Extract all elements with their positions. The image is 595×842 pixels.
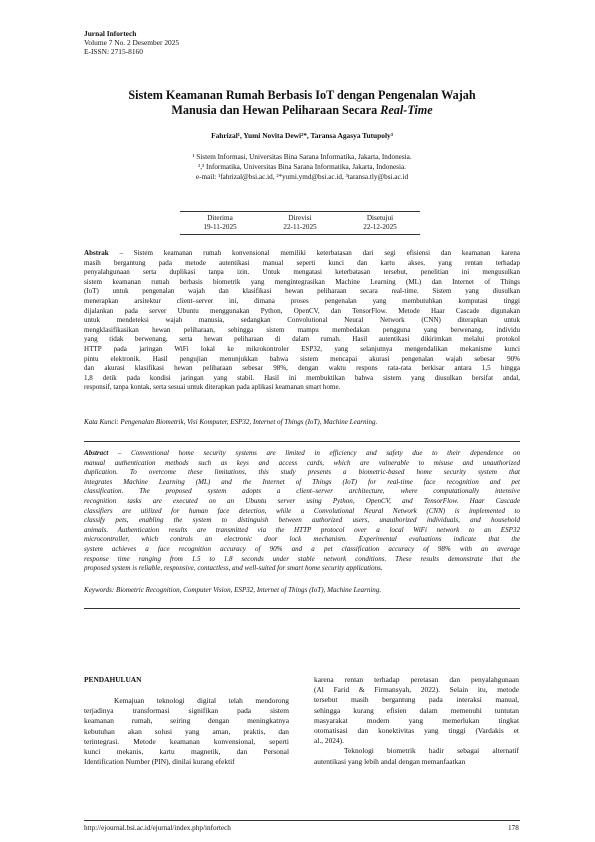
abstract-label: Abstrak — [84, 249, 109, 257]
date-value: 22-11-2025 — [283, 223, 317, 231]
affiliation-2: ²,³ Informatika, Universitas Bina Sarana Informatika, Jakarta, Indonesia. — [198, 163, 406, 171]
body-line: karena rentan terhadap peretasan dan penyalahgunaan — [314, 675, 519, 684]
abstrak-line: dijalankan pada server Ubuntu menggunakan Python, OpenCV, dan TensorFlow. Metode Haar Cascade digunakan — [84, 306, 520, 315]
page-number: 178 — [508, 824, 519, 832]
abstract-line: animals. Authentication results are transmitted via the HTTP protocol over a local WiFi network to an ESP32 — [84, 525, 520, 534]
abstrak-line: mengklasifikasikan hewan peliharaan, sehingga sistem mampu membedakan pengguna yang berwenang, individu — [84, 325, 520, 334]
date-label: Diterima — [207, 214, 233, 222]
abstract-line: classifiers are utilized for human face detection, while a Convolutional Neural Network (CNN) is implemented to — [84, 506, 520, 515]
title-emph: Real-Time — [380, 103, 433, 117]
abstract-line: response time ranging from 1.5 to 1.8 seconds under stable network conditions. These results demonstrate that the — [84, 554, 520, 563]
abstrak-line: 1,8 detik pada kondisi jaringan yang stabil. Hasil ini membuktikan bahwa sistem yang diusulkan bersifat andal, — [84, 373, 520, 382]
date-label: Disetujui — [366, 214, 394, 222]
body-line: kebutuhan akan solusi yang aman, praktis, dan — [84, 726, 289, 736]
body-line: Teknologi biometrik hadir sebagai alternatif — [344, 746, 519, 756]
abstrak-block — [84, 249, 520, 393]
body-line: tersebut masih bergantung pada interaksi manual, — [314, 695, 519, 705]
abstract-line: Abstract – Conventional home security systems are limited in efficiency and safety due to their dependence on — [84, 449, 520, 457]
title-line-2-text: Manusia dan Hewan Peliharaan Secara — [171, 103, 381, 117]
abstract-block — [84, 449, 520, 574]
abstract-line: duplication. To overcome these limitations, this study presents a biometric-based home security system that — [84, 468, 520, 477]
title-line-2 — [84, 103, 520, 118]
abstrak-line: HTTP pada jaringan WiFi lokal ke mikrokontroler ESP32, yang selanjutnya mengendalikan mekanisme kunci — [84, 344, 520, 353]
abstrak-line: masih bergantung pada metode autentikasi manual seperti kunci dan kartu akses, yang rentan terhadap — [84, 258, 520, 267]
abstrak-line: (IoT) untuk pengenalan wajah dan klasifikasi hewan peliharaan secara real-time. Sistem yang diusulkan — [84, 287, 520, 296]
author-emails: e-mail: ¹fahrizal@bsi.ac.id, ²*yumi.ymd@bsi.ac.id, ³taransa.tly@bsi.ac.id — [195, 173, 409, 181]
authors: Fahrizal¹, Yumi Novita Dewi²*, Taransa Agasya Tutupoly³ — [211, 131, 393, 140]
body-line: (Al Farid & Firmansyah, 2022). Selain itu, metode — [314, 685, 519, 695]
body-line: terjadinya transformasi signifikan pada sistem — [84, 706, 289, 716]
date-value: 22-12-2025 — [363, 223, 397, 231]
date-accepted — [340, 214, 420, 232]
abstract-line: system achieves a face recognition accuracy of 90% and a pet classification accuracy of 98% with an average — [84, 544, 520, 553]
divider — [84, 608, 520, 609]
abstract-label: Abstract — [84, 449, 109, 457]
left-column — [84, 696, 289, 767]
abstrak-line: Abstrak – Sistem keamanan rumah konvensional memiliki keterbatasan dari segi efisiensi dan keamanan karena — [84, 249, 520, 257]
kata-kunci: Kata Kunci: Pengenalan Biometrik, Visi Komputer, ESP32, Internet of Things (IoT), Machine Learning. — [84, 418, 378, 426]
right-column — [314, 675, 519, 767]
submission-dates — [180, 211, 420, 235]
abstrak-line: yang tidak berwenang, serta hewan peliharaan di dalam rumah. Hasil autentikasi dikirimkan melalui protokol — [84, 335, 520, 344]
journal-name: Jurnal Infortech — [84, 29, 137, 38]
body-line: terintegrasi. Metode keamanan konvensional, seperti — [84, 736, 289, 746]
title-line-1: Sistem Keamanan Rumah Berbasis IoT dengan Pengenalan Wajah — [128, 88, 476, 102]
abstrak-line: responsif, tanpa kontak, serta sesuai untuk diterapkan pada aplikasi keamanan smart home. — [84, 383, 341, 392]
footer-rule — [84, 820, 520, 821]
date-label: Direvisi — [288, 214, 312, 222]
body-line: keamanan rumah, seiring dengan meningkatnya — [84, 716, 289, 726]
body-line: Identification Number (PIN), dinilai kurang efektif — [84, 757, 235, 767]
date-revised — [260, 214, 340, 232]
footer-url[interactable]: http://ejournal.bsi.ac.id/ejurnal/index.php/infortech — [84, 824, 231, 832]
date-received — [180, 214, 260, 232]
affiliation-1: ¹ Sistem Informasi, Universitas Bina Sarana Informatika, Jakarta, Indonesia. — [192, 153, 412, 161]
body-line: otomatisasi dan konektivitas yang tinggi (Vardakis et — [314, 726, 519, 736]
body-line: sehingga kurang efisien dalam memenuhi tuntutan — [314, 705, 519, 715]
abstrak-line: menerapkan arsitektur client–server ini, dimana proses pengenalan yang membutuhkan komputasi tinggi — [84, 296, 520, 305]
abstract-line: integrates Machine Learning (ML) and the Internet of Things (IoT) for real-time face recognition and pet — [84, 477, 520, 486]
abstrak-line: untuk mendeteksi wajah manusia, sedangkan Convolutional Neural Network (CNN) diterapkan untuk — [84, 316, 520, 325]
abstrak-line: sistem keamanan rumah berbasis biometrik yang mengintegrasikan Machine Learning (ML) dan Internet of Things — [84, 277, 520, 286]
paper-title — [84, 88, 520, 118]
divider — [84, 441, 520, 442]
body-line: masyarakat modern yang memerlukan tingkat — [314, 715, 519, 725]
body-line: al., 2024). — [314, 736, 344, 746]
abstract-line: proposed system is reliable, responsive, contactless, and well-suited for smart home security applications. — [84, 564, 383, 573]
abstract-line: recognition tasks are executed on an Ubuntu server using Python, OpenCV, and TensorFlow. Haar Cascade — [84, 496, 520, 505]
abstract-line: manual authentication methods such as keys and access cards, which are vulnerable to misuse and unauthorized — [84, 458, 520, 467]
abstrak-line: pintu elektronik. Hasil pengujian menunjukkan bahwa sistem mencapai akurasi pengenalan wajah sebesar 90% — [84, 354, 520, 363]
abstract-line: classification. The proposed system adopts a client–server architecture, where computationally intensive — [84, 487, 520, 496]
body-line: Kemajuan teknologi digital telah mendorong — [114, 696, 289, 705]
journal-issn: E-ISSN: 2715-8160 — [84, 47, 143, 56]
keywords: Keywords: Biometric Recognition, Computer Vision, ESP32, Internet of Things (IoT), Machine Learning. — [84, 586, 382, 594]
date-value: 19-11-2025 — [203, 223, 237, 231]
abstract-line: microcontroller, which controls an electronic door lock mechanism. Experimental evaluations indicate that the — [84, 535, 520, 544]
journal-volume: Volume 7 No. 2 Desember 2025 — [84, 38, 180, 47]
section-heading: PENDAHULUAN — [84, 675, 142, 684]
abstrak-line: penyalahgunaan serta duplikasi tanpa izin. Untuk mengatasi keterbatasan tersebut, penelitian ini mengusulkan — [84, 268, 520, 277]
body-line: kunci mekanis, kartu magnetik, dan Personal — [84, 747, 289, 757]
abstract-line: classify pets, enabling the system to distinguish between authorized users, unauthorized individuals, and household — [84, 516, 520, 525]
abstrak-line: dan akurasi klasifikasi hewan peliharaan sebesar 98%, dengan waktu respons rata-rata berkisar antara 1,5 hingga — [84, 364, 520, 373]
body-line: autentikasi yang lebih andal dengan memanfaatkan — [314, 756, 466, 766]
